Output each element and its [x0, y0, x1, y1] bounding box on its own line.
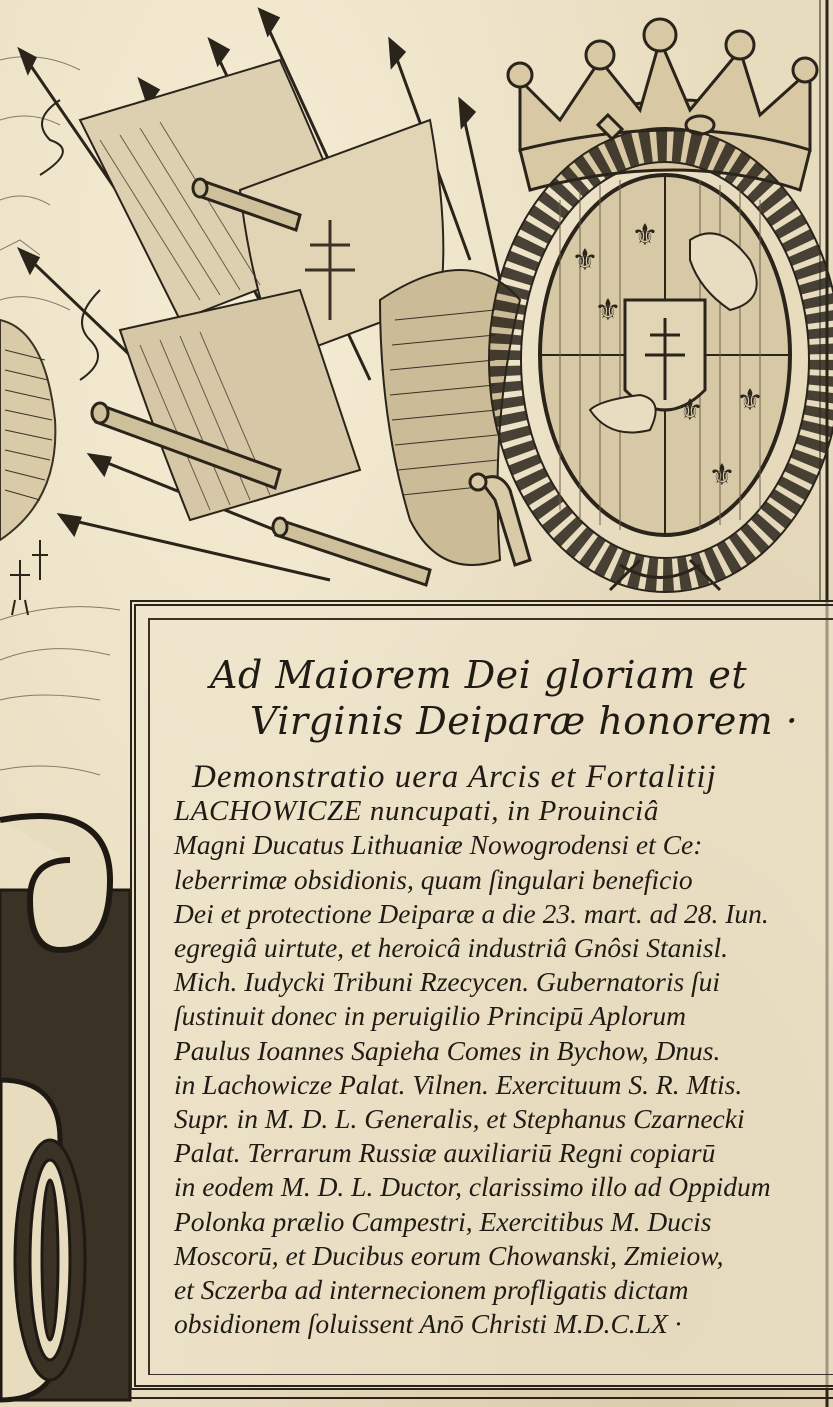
hill-mound: [0, 320, 55, 540]
svg-text:⚜: ⚜: [571, 243, 599, 278]
inscription-line: Demonstratio uera Arcis et Fortalitij: [192, 759, 717, 795]
inscription-line: in eodem M. D. L. Ductor, clarissimo illo ad Oppidum: [174, 1171, 771, 1203]
dedication-text: [210, 652, 830, 744]
inscription-line: Dei et protectione Deiparæ a die 23. mart. ad 28. Iun.: [174, 897, 769, 929]
dedication-line: Virginis Deiparæ honorem ·: [250, 699, 799, 743]
svg-text:⚜: ⚜: [631, 218, 659, 253]
inscription-line: Polonka prælio Campestri, Exercitibus M. Ducis: [174, 1205, 712, 1237]
inscription-line: Moscorū, et Ducibus eorum Chowanski, Zmieiow,: [174, 1239, 724, 1271]
inscription-line: in Lachowicze Palat. Vilnen. Exercituum S. R. Mtis.: [174, 1068, 743, 1100]
inscription-line: egregiâ uirtute, et heroicâ industriâ Gnôsi Stanisl.: [174, 932, 729, 964]
inscription-line: Mich. Iudycki Tribuni Rzecycen. Gubernatoris ſui: [174, 966, 721, 998]
svg-text:⚜: ⚜: [594, 293, 622, 328]
cartouche-scroll: [0, 816, 130, 1400]
cartouche-inner-frame: [148, 618, 833, 1375]
flags: [80, 60, 443, 520]
inscription-line: Palat. Terrarum Russiæ auxiliariū Regni copiarū: [174, 1137, 716, 1169]
svg-text:⚜: ⚜: [736, 383, 764, 418]
inscription-line: et Sczerba ad internecionem profligatis dictam: [174, 1274, 689, 1306]
inscription-line: Paulus Ioannes Sapieha Comes in Bychow, Dnus.: [174, 1034, 721, 1066]
coat-of-arms-shield: [540, 175, 790, 535]
inscription-line: LACHOWICZE nuncupati, in Prouinciâ: [174, 795, 659, 828]
svg-text:⚜: ⚜: [676, 393, 704, 428]
inscription-line: Supr. in M. D. L. Generalis, et Stephanus Czarnecki: [174, 1103, 745, 1135]
svg-text:⚜: ⚜: [708, 458, 736, 493]
small-figures: [10, 540, 48, 615]
inscription-line: leberrimæ obsidionis, quam ſingulari beneficio: [174, 863, 693, 895]
dedication-line: Ad Maiorem Dei gloriam et: [210, 653, 748, 697]
crown: [508, 19, 817, 190]
inscription-line: Magni Ducatus Lithuaniæ Nowogrodensi et Ce:: [174, 829, 703, 861]
inscription-line: obsidionem ſoluissent Anō Christi M.D.C.LX ·: [174, 1308, 682, 1340]
inscription-line: ſustinuit donec in peruigilio Principū Aplorum: [174, 1000, 687, 1032]
inscription-text: [174, 760, 833, 1341]
inscription-cartouche: [130, 600, 833, 1390]
